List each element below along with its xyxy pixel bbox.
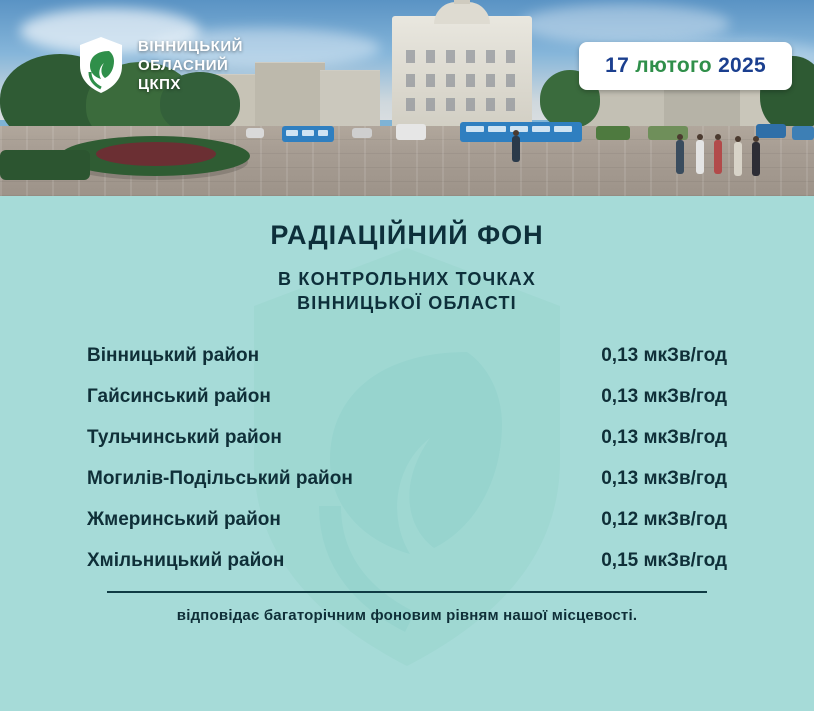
district-value: 0,12 мкЗв/год xyxy=(601,509,727,530)
district-name: Жмеринський район xyxy=(87,509,281,530)
table-row xyxy=(87,345,727,367)
page-title: РАДІАЦІЙНИЙ ФОН xyxy=(270,220,544,250)
district-name: Гайсинський район xyxy=(87,386,271,407)
vehicle xyxy=(756,124,786,138)
pedestrian xyxy=(752,142,760,176)
vehicle xyxy=(246,128,264,138)
logo-line-3: ЦКПХ xyxy=(138,75,181,93)
van xyxy=(396,124,426,140)
date-year: 2025 xyxy=(718,54,766,77)
district-value: 0,13 мкЗв/год xyxy=(601,386,727,407)
building xyxy=(255,62,325,126)
district-name: Тульчинський район xyxy=(87,427,282,448)
measurement-table xyxy=(87,345,727,572)
shield-leaf-logo-icon xyxy=(78,36,124,94)
page-subtitle-line-1: В КОНТРОЛЬНИХ ТОЧКАХ xyxy=(278,269,536,289)
vehicle xyxy=(792,126,814,140)
date-day: 17 xyxy=(605,54,630,77)
table-row xyxy=(87,468,727,490)
logo-text xyxy=(138,37,243,94)
pedestrian xyxy=(734,142,742,176)
district-name: Хмільницький район xyxy=(87,550,285,571)
building xyxy=(320,70,380,126)
district-value: 0,13 мкЗв/год xyxy=(601,345,727,366)
bus xyxy=(460,122,582,142)
table-row xyxy=(87,550,727,572)
district-value: 0,13 мкЗв/год xyxy=(601,427,727,448)
content-panel xyxy=(0,196,814,711)
district-name: Вінницький район xyxy=(87,345,260,366)
bus xyxy=(282,126,334,142)
flower-bed-inner xyxy=(96,142,216,166)
divider xyxy=(107,591,707,593)
page-subtitle-line-2: ВІННИЦЬКОЇ ОБЛАСТІ xyxy=(297,293,517,313)
date-badge xyxy=(579,42,792,90)
pedestrian xyxy=(714,140,722,174)
table-row xyxy=(87,509,727,531)
landmark-building xyxy=(392,16,532,128)
district-value: 0,13 мкЗв/год xyxy=(601,468,727,489)
organization-logo xyxy=(78,36,243,94)
pedestrian xyxy=(676,140,684,174)
district-value: 0,15 мкЗв/год xyxy=(601,550,727,571)
hero-photo xyxy=(0,0,814,196)
vehicle xyxy=(352,128,372,138)
vehicle xyxy=(596,126,630,140)
page-subtitle xyxy=(0,267,814,315)
table-row xyxy=(87,427,727,449)
cloud xyxy=(520,4,730,44)
hedge xyxy=(0,150,90,180)
footnote: відповідає багаторічним фоновим рівням нашої місцевості. xyxy=(176,607,638,624)
logo-line-2: ОБЛАСНИЙ xyxy=(138,56,229,74)
pedestrian xyxy=(512,136,520,162)
pedestrian xyxy=(696,140,704,174)
logo-line-1: ВІННИЦЬКИЙ xyxy=(138,37,243,55)
date-month: лютого xyxy=(635,54,712,77)
table-row xyxy=(87,386,727,408)
district-name: Могилів-Подільський район xyxy=(87,468,353,489)
